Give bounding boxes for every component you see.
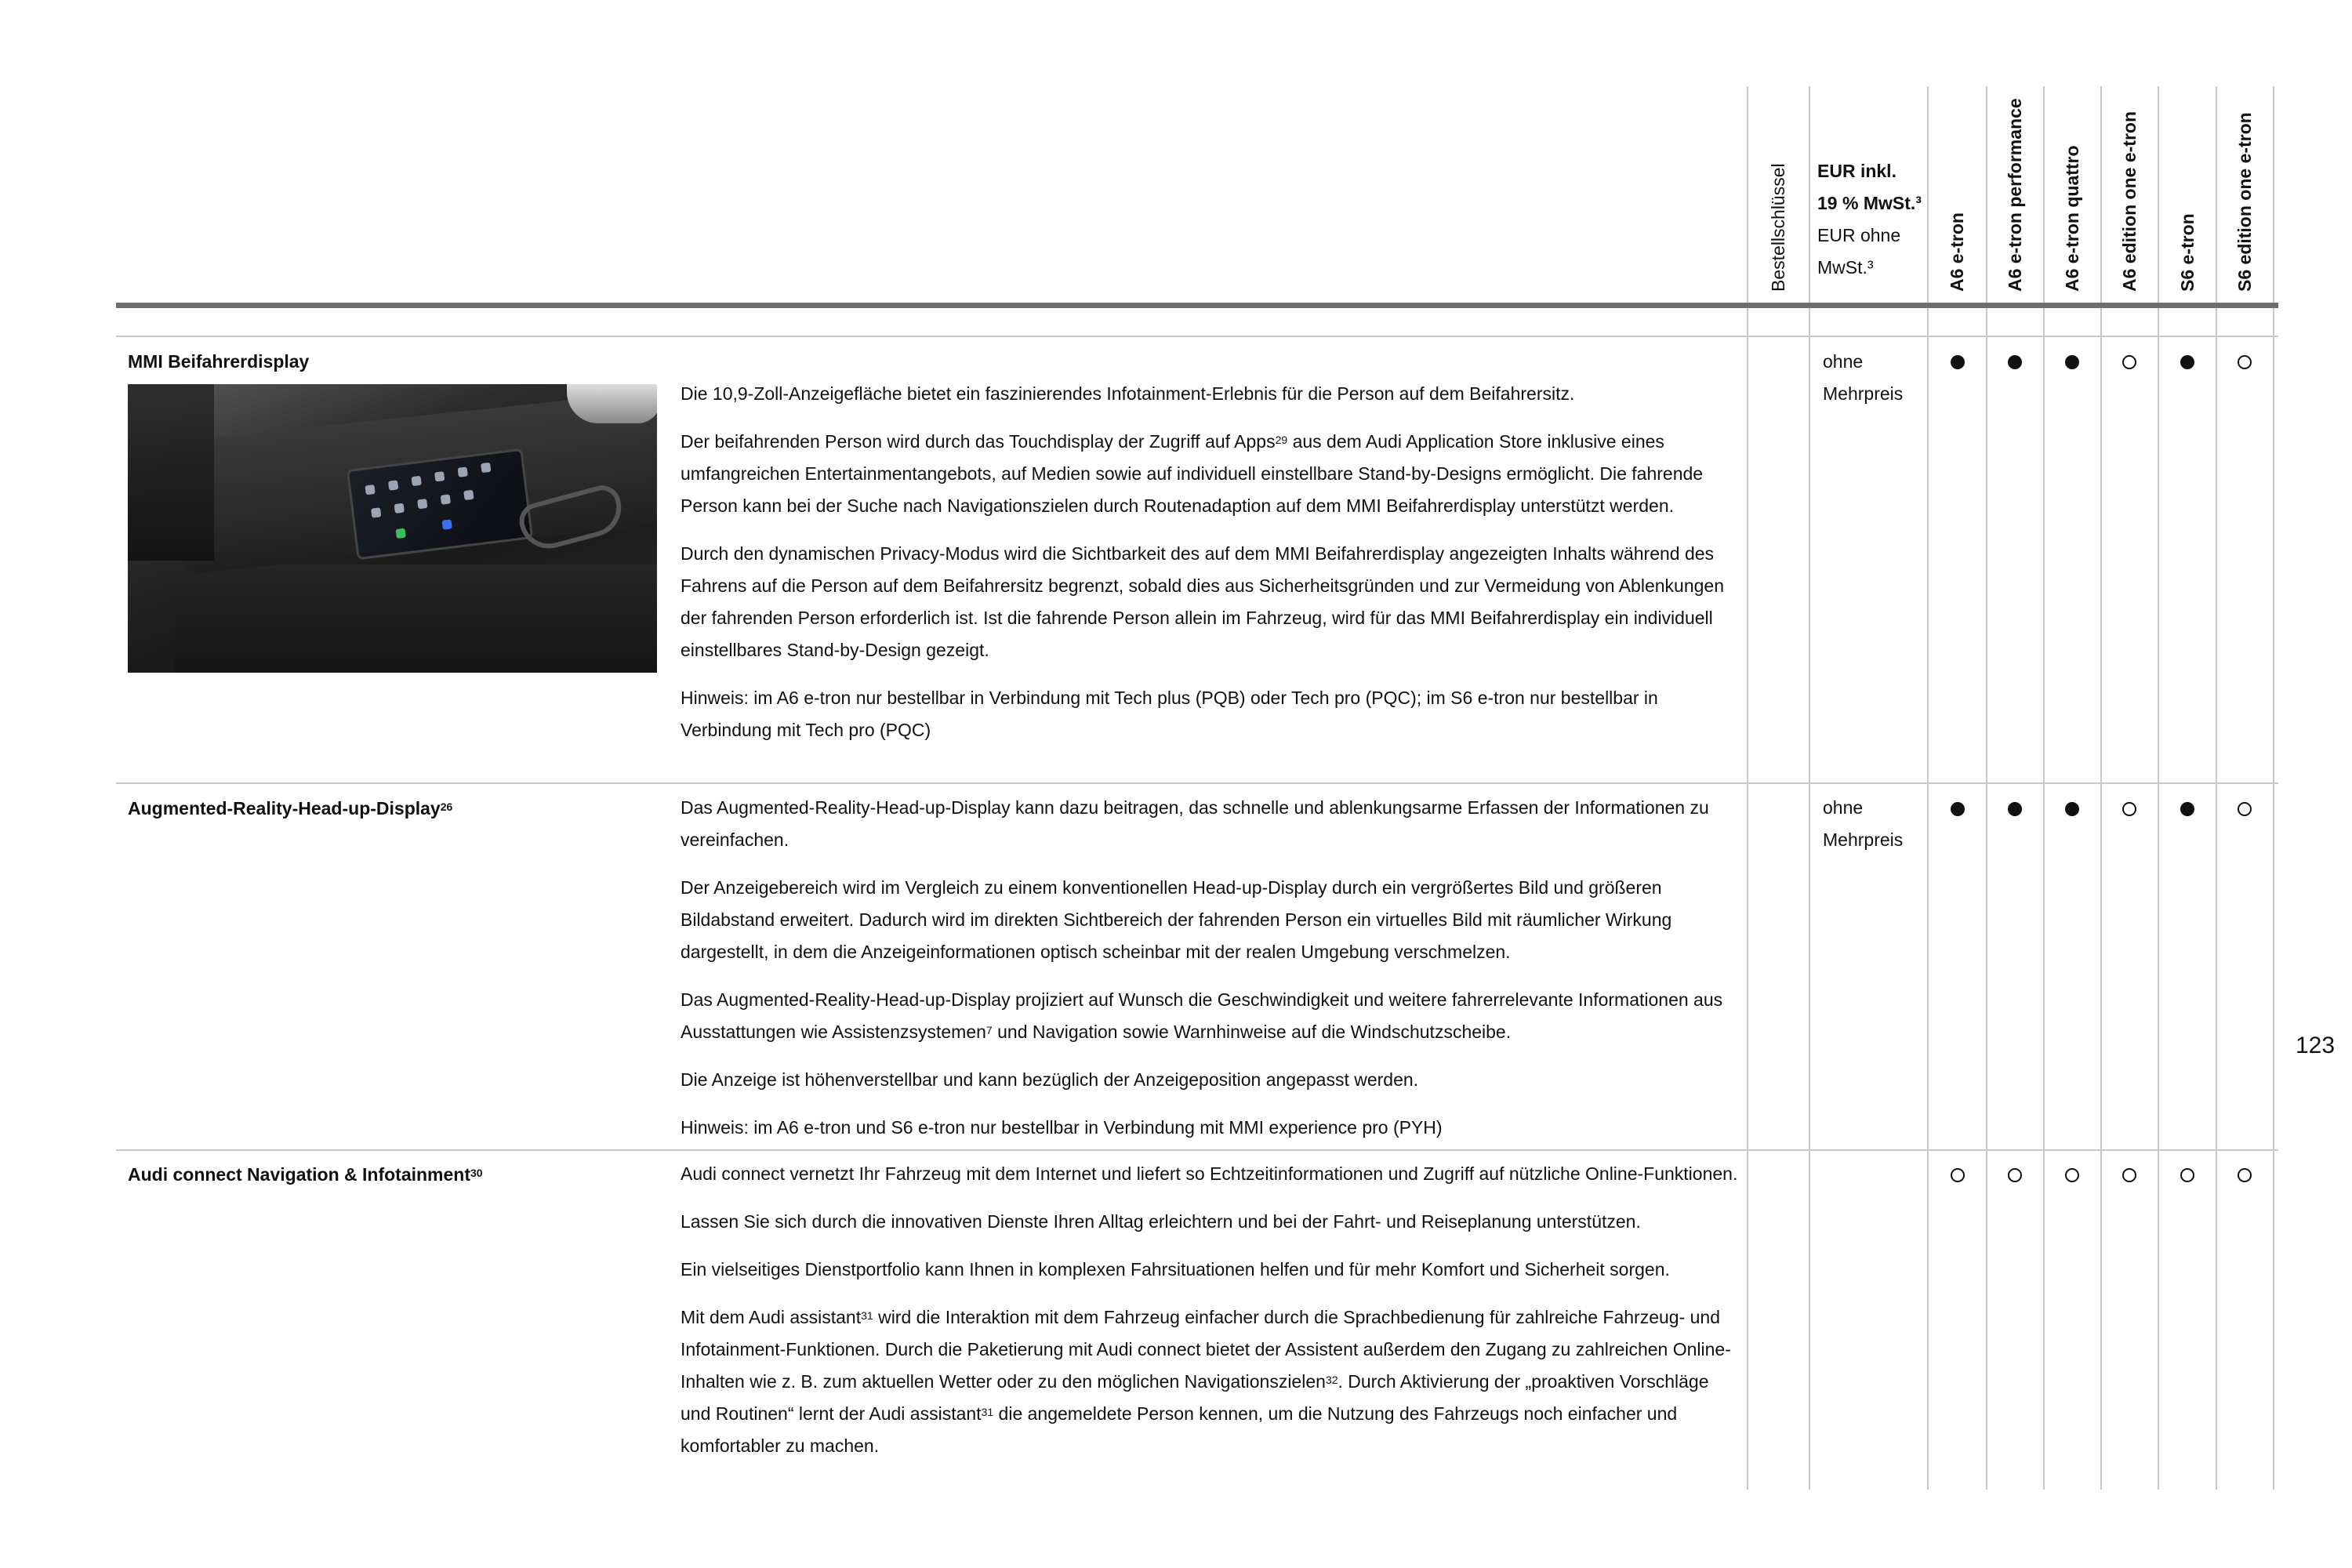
paragraph: Das Augmented-Reality-Head-up-Display kann dazu beitragen, das schnelle und ablenkungsarme Erfassen der Informationen zu vereinfachen. <box>681 797 1709 850</box>
optional-circle <box>2008 1168 2022 1182</box>
column-header-bestellschluessel: Bestellschlüssel <box>1768 163 1788 292</box>
optional-circle <box>1951 1168 1965 1182</box>
paragraph: Hinweis: im A6 e-tron und S6 e-tron nur bestellbar in Verbindung mit MMI experience pro (PYH) <box>681 1117 1443 1138</box>
standard-dot <box>2180 355 2194 369</box>
standard-dot <box>2008 355 2022 369</box>
column-header-model: A6 e-tron quattro <box>2062 145 2082 292</box>
optional-circle <box>2122 802 2136 816</box>
optional-circle <box>2238 1168 2252 1182</box>
standard-dot <box>1951 802 1965 816</box>
row-description <box>681 378 1739 762</box>
column-header-model: A6 e-tron <box>1947 212 1967 292</box>
row-description <box>681 1158 1739 1478</box>
row-description <box>681 792 1739 1160</box>
optional-circle <box>2122 355 2136 369</box>
optional-circle <box>2065 1168 2079 1182</box>
column-header-model: S6 edition one e-tron <box>2234 112 2255 292</box>
column-header-model: A6 e-tron performance <box>2005 98 2025 292</box>
row-title: Augmented-Reality-Head-up-Display$^{26}$ <box>128 798 453 818</box>
paragraph: Durch den dynamischen Privacy-Modus wird die Sichtbarkeit des auf dem MMI Beifahrerdisplay angezeigten Inhalts während des Fahrens auf die Person auf dem Beifahrersitz begrenzt, sobald dies aus Sicherheitsgründen und zur Vermeidung von Ablenkungen der fahrenden Person erforderlich ist. Ist die fahrende Person allein im Fahrzeug, wird für das MMI Beifahrerdisplay ein individuell einstellbares Stand-by-Design gezeigt. <box>681 543 1725 660</box>
header-rule-thin <box>116 336 2278 337</box>
standard-dot <box>2065 355 2079 369</box>
passenger-display-photo <box>128 384 657 673</box>
optional-circle <box>2238 355 2252 369</box>
page-number: 123 <box>2296 1033 2336 1058</box>
row-divider <box>116 782 2278 784</box>
paragraph: Der beifahrenden Person wird durch das Touchdisplay der Zugriff auf Apps$^{29}$ aus dem Audi Application Store inklusive eines umfangreichen Entertainmentangebots, auf Medien sowie auf individuell einstellbare Stand-by-Designs ermöglicht. Die fahrende Person kann bei der Suche nach Navigationszielen durch Routenadaption auf dem MMI Beifahrerdisplay unterstützt werden. <box>681 431 1704 516</box>
paragraph: Die 10,9-Zoll-Anzeigefläche bietet ein faszinierendes Infotainment-Erlebnis für die Person auf dem Beifahrersitz. <box>681 383 1575 404</box>
price-cell: ohne Mehrpreis <box>1823 351 1904 404</box>
standard-dot <box>2008 802 2022 816</box>
price-cell: ohne Mehrpreis <box>1823 797 1904 850</box>
standard-dot <box>1951 355 1965 369</box>
standard-dot <box>2180 802 2194 816</box>
row-title: Audi connect Navigation & Infotainment$^{30}$ <box>128 1164 483 1185</box>
column-header-model: A6 edition one e-tron <box>2119 111 2140 292</box>
header-rule <box>116 303 2278 308</box>
optional-circle <box>2180 1168 2194 1182</box>
optional-circle <box>2122 1168 2136 1182</box>
paragraph: Das Augmented-Reality-Head-up-Display projiziert auf Wunsch die Geschwindigkeit und weitere fahrerrelevante Informationen aus Ausstattungen wie Assistenzsystemen$^7$ und Navigation sowie Warnhinweise auf die Windschutzscheibe. <box>681 989 1723 1042</box>
paragraph: Lassen Sie sich durch die innovativen Dienste Ihren Alltag erleichtern und bei der Fahrt- und Reiseplanung unterstützen. <box>681 1211 1641 1232</box>
column-header-price: EUR inkl. 19 % MwSt.³ EUR ohne MwSt.³ <box>1817 161 1922 278</box>
column-header-model: S6 e-tron <box>2177 213 2198 292</box>
optional-circle <box>2238 802 2252 816</box>
row-title: MMI Beifahrerdisplay <box>128 351 310 372</box>
paragraph: Audi connect vernetzt Ihr Fahrzeug mit dem Internet und liefert so Echtzeitinformationen und Zugriff auf nützliche Online-Funktionen. <box>681 1163 1738 1184</box>
standard-dot <box>2065 802 2079 816</box>
paragraph: Der Anzeigebereich wird im Vergleich zu einem konventionellen Head-up-Display durch ein vergrößertes Bild und größeren Bildabstand erweitert. Dadurch wird im direkten Sichtbereich der fahrenden Person ein virtuelles Bild mit räumlicher Wirkung dargestellt, in dem die Anzeigeinformationen optisch scheinbar mit der realen Umgebung verschmelzen. <box>681 877 1672 962</box>
paragraph: Mit dem Audi assistant$^{31}$ wird die Interaktion mit dem Fahrzeug einfacher durch die Sprachbedienung für zahlreiche Fahrzeug- und Infotainment-Funktionen. Durch die Paketierung mit Audi connect bietet der Assistent außerdem den Zugang zu zahlreichen Online-Inhalten wie z. B. zum aktuellen Wetter oder zu den möglichen Navigationszielen$^{32}$. Durch Aktivierung der „proaktiven Vorschläge und Routinen“ lernt der Audi assistant$^{31}$ die angemeldete Person kennen, um die Nutzung des Fahrzeugs noch einfacher und komfortabler zu machen. <box>681 1307 1731 1456</box>
paragraph: Hinweis: im A6 e-tron nur bestellbar in Verbindung mit Tech plus (PQB) oder Tech pro (PQC); im S6 e-tron nur bestellbar in Verbindung mit Tech pro (PQC) <box>681 688 1658 740</box>
paragraph: Die Anzeige ist höhenverstellbar und kann bezüglich der Anzeigeposition angepasst werden. <box>681 1069 1419 1090</box>
paragraph: Ein vielseitiges Dienstportfolio kann Ihnen in komplexen Fahrsituationen helfen und für mehr Komfort und Sicherheit sorgen. <box>681 1259 1670 1279</box>
